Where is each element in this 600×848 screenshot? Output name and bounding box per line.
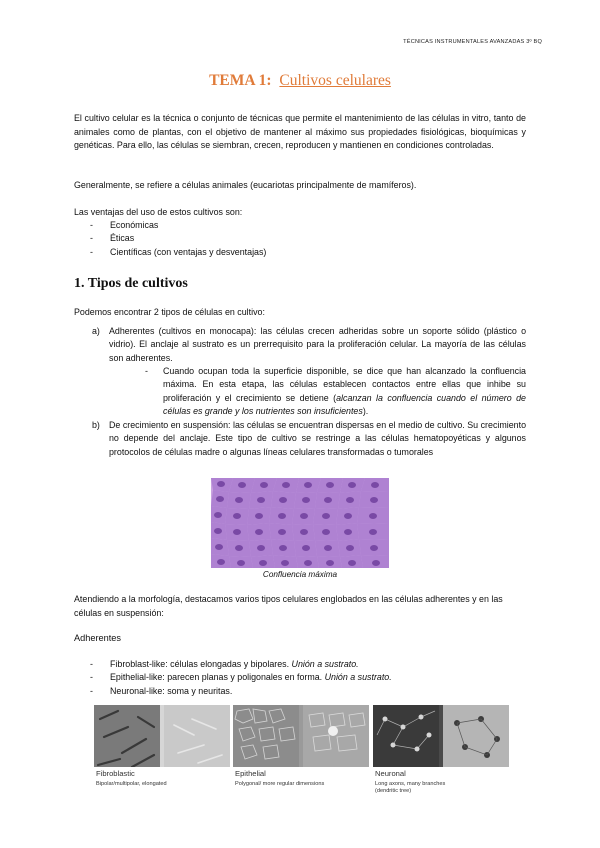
micrograph-description: Polygonal/ more regular dimensions (235, 781, 325, 787)
list-item: - Epithelial-like: parecen planas y poligonales en forma. Unión a sustrato. (90, 672, 392, 683)
list-item-a: a) Adherentes (cultivos en monocapa): las células crecen adheridas sobre un soporte sólido (plástico o vidrio). El anclaje al sustrato es un prerrequisito para la proliferación celular. La mayoría de las células son adherentes. (92, 326, 526, 363)
section-heading: 1. Tipos de cultivos (74, 276, 188, 291)
tipos-intro: Podemos encontrar 2 tipos de células en cultivo: (74, 307, 265, 317)
stained-cells-image (211, 478, 389, 568)
neuronal-micrograph (373, 705, 509, 794)
micrograph-description: Bipolar/multipolar, elongated (96, 781, 167, 787)
list-item-a-sub: - Cuando ocupan toda la superficie disponible, se dice que han alcanzado la confluencia máxima. En esta etapa, las células establecen contactos entre ellas que inhibe su proliferación y el crecimiento se detiene (alcanzan la confluencia cuando el número de células es grande y los nutrientes son insuficientes). (145, 366, 526, 417)
epithelial-micrograph (233, 705, 369, 789)
running-header: TÉCNICAS INSTRUMENTALES AVANZADAS 3º BQ (403, 39, 542, 45)
list-item: - Fibroblast-like: células elongadas y bipolares. Unión a sustrato. (90, 659, 359, 669)
title-subject: Cultivos celulares (279, 72, 391, 89)
confluence-micrograph (211, 478, 389, 568)
micrograph-label: Epithelial (235, 769, 266, 778)
list-item: - Éticas (90, 233, 135, 244)
ventajas-list (90, 219, 266, 259)
adherentes-heading: Adherentes (74, 633, 121, 643)
title-prefix: TEMA 1: (209, 72, 272, 89)
page-title (0, 72, 600, 90)
intro-paragraph: El cultivo celular es la técnica o conjunto de técnicas que permite el mantenimiento de las células in vitro, tanto de animales como de plantas, con el objetivo de mantener al máximo sus propiedades fisiológicas, bioquímicas y genéticas. Para ello, las células se siembran, crecen, reproducen y mantienen en condiciones controladas. (74, 113, 526, 151)
list-item-b: b) De crecimiento en suspensión: las células se encuentran dispersas en el medio de cultivo. Su crecimiento no depende del anclaje. Este tipo de cultivo se restringe a las células hematopoyéticas y algunos protocolos de células madre o algunas líneas celulares transformadas o tumorales (92, 420, 526, 457)
micrograph-label: Neuronal (375, 769, 406, 778)
morfologia-paragraph: Atendiendo a la morfología, destacamos varios tipos celulares englobados en las células adherentes y en las células en suspensión: (74, 594, 503, 618)
fibroblastic-micrograph (94, 705, 230, 789)
adherentes-list (90, 658, 392, 698)
list-item: - Científicas (con ventajas y desventajas) (90, 246, 267, 257)
micrograph-label: Fibroblastic (96, 769, 135, 778)
list-item: - Económicas (90, 220, 159, 230)
general-paragraph: Generalmente, se refiere a células animales (eucariotas principalmente de mamíferos). (74, 180, 417, 190)
micrograph-description: Long axons, many branches (dendritic tree) (375, 781, 446, 794)
list-item: - Neuronal-like: soma y neuritas. (90, 685, 233, 696)
ventajas-intro: Las ventajas del uso de estos cultivos son: (74, 207, 243, 217)
figure-caption: Confluencia máxima (262, 570, 338, 579)
